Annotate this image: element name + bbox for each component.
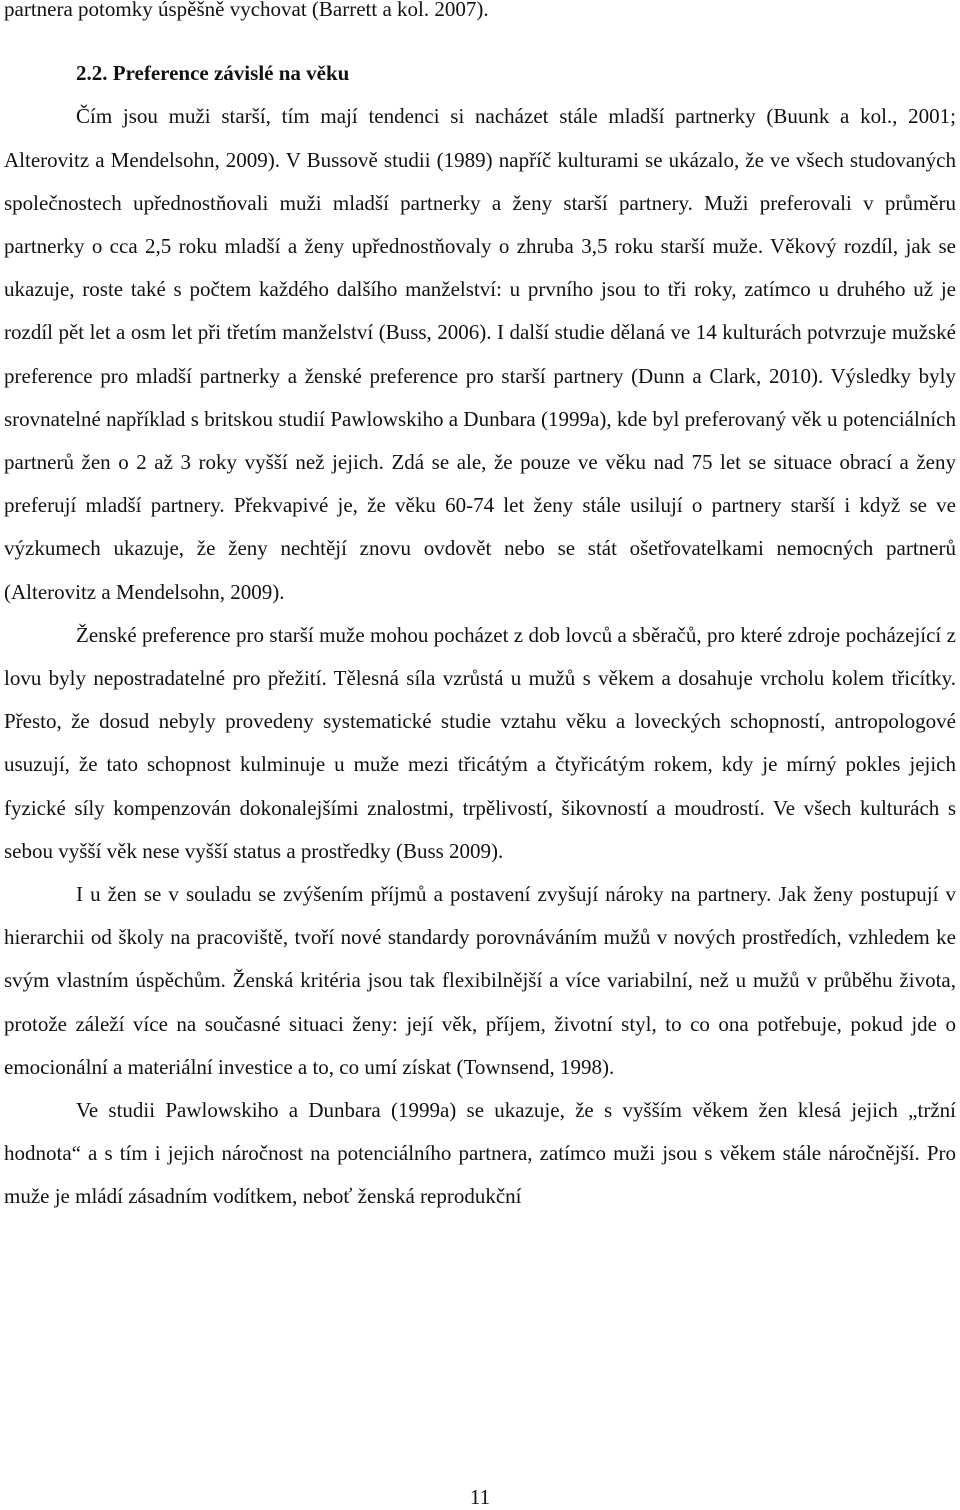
- paragraph: Ženské preference pro starší muže mohou pocházet z dob lovců a sběračů, pro které zdroje pocházející z lovu byly nepostradatelné pro přežití. Tělesná síla vzrůstá u mužů s věkem a dosahuje vrcholu kolem třicítky. Přesto, že dosud nebyly provedeny systematické studie vztahu věku a loveckých schopností, antropologové usuzují, že tato schopnost kulminuje u muže mezi třicátým a čtyřicátým rokem, kdy je mírný pokles jejich fyzické síly kompenzován dokonalejšími znalostmi, trpělivostí, šikovností a moudrostí. Ve všech kulturách s sebou vyšší věk nese vyšší status a prostředky (Buss 2009).: [4, 622, 956, 863]
- paragraph: Čím jsou muži starší, tím mají tendenci si nacházet stále mladší partnerky (Buunk a kol., 2001; Alterovitz a Mendelsohn, 2009). V Bussově studii (1989) napříč kulturami se ukázalo, že ve všech studovaných společnostech upřednostňovali muži mladší partnerky a ženy starší partnery. Muži preferovali v průměru partnerky o cca 2,5 roku mladší a ženy upřednostňovaly o zhruba 3,5 roku starší muže. Věkový rozdíl, jak se ukazuje, roste také s počtem každého dalšího manželství: u prvního jsou to tři roky, zatímco u druhého už je rozdíl pět let a osm let při třetím manželství (Buss, 2006). I další studie dělaná ve 14 kulturách potvrzuje mužské preference pro mladší partnerky a ženské preference pro starší partnery (Dunn a Clark, 2010). Výsledky byly srovnatelné například s britskou studií Pawlowskiho a Dunbara (1999a), kde byl preferovaný věk u potenciálních partnerů žen o 2 až 3 roky vyšší než jejich. Zdá se ale, že pouze ve věku nad 75 let se situace obrací a ženy preferují mladší partnery. Překvapivé je, že věku 60-74 let ženy stále usilují o partnery starší i když se ve výzkumech ukazuje, že ženy nechtějí znovu ovdovět nebo se stát ošetřovatelkami nemocných partnerů (Alterovitz a Mendelsohn, 2009).: [4, 104, 956, 604]
- paragraph-continuation: partnera potomky úspěšně vychovat (Barrett a kol. 2007).: [4, 0, 489, 21]
- page-number: 11: [469, 1485, 491, 1509]
- paragraph: Ve studii Pawlowskiho a Dunbara (1999a) se ukazuje, že s vyšším věkem žen klesá jejich „tržní hodnota“ a s tím i jejich náročnost na potenciálního partnera, zatímco muži jsou s věkem stále náročnější. Pro muže je mládí zásadním vodítkem, neboť ženská reprodukční: [4, 1098, 956, 1209]
- section-heading: 2.2. Preference závislé na věku: [76, 61, 350, 86]
- page-text: [4, 0, 956, 1219]
- paragraph: I u žen se v souladu se zvýšením příjmů a postavení zvyšují nároky na partnery. Jak ženy postupují v hierarchii od školy na pracoviště, tvoří nové standardy porovnáváním mužů v nových prostředích, vzhledem ke svým vlastním úspěchům. Ženská kritéria jsou tak flexibilnější a více variabilní, než u mužů v průběhu života, protože záleží více na současné situaci ženy: její věk, příjem, životní styl, to co ona potřebuje, pokud jde o emocionální a materiální investice a to, co umí získat (Townsend, 1998).: [4, 882, 956, 1079]
